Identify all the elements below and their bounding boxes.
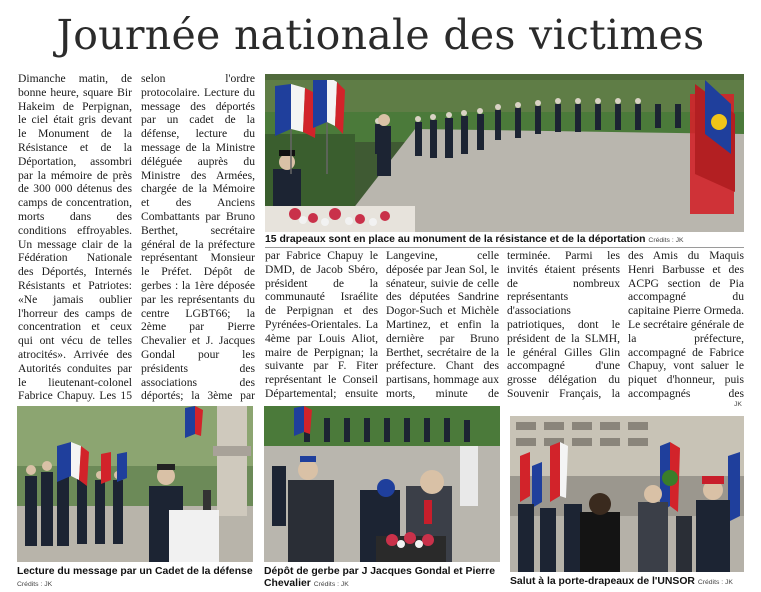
photo-flags-monument (265, 74, 744, 232)
photo-flags-monument-image (265, 74, 744, 232)
photo-cadet-reading-caption (17, 566, 253, 591)
photo-credit: Crédits : JK (17, 581, 53, 588)
article-column-3: par Fabrice Chapuy le DMD, de Jacob Sbéro, président de la communauté Israélite de Perpignan et des Pyrénées-Orientales. La 4ème par Louis Aliot, maire de Perpignan; la suivante par F. Fiter représentant le Conseil Départemental; ensuite (265, 249, 378, 400)
author-signature: JK (734, 401, 742, 408)
caption-divider (265, 247, 744, 248)
photo-salute-flag-bearers (510, 416, 744, 572)
article-column-1: Dimanche matin, de bonne heure, square Bir Hakeim de Perpignan, le ciel était gris devant le Monument de la Résistance et de la Déportation, assombri par la mémoire de près de 300 000 détenus des camps de concentration, morts dans des conditions effroyables. Un message clair de la Fédération Nationale des Déportés, Internés Résistants et Patriotes: «Ne jamais oublier l'horreur des camps de concentration et ceux qui ont vécu de telles atrocités». Arrivée des Autorités conduites par le lieutenant-colonel Fabrice Chapuy. Les 15 (18, 72, 132, 402)
photo-cadet-reading-image (17, 406, 253, 562)
photo-flags-monument-caption (265, 234, 744, 247)
photo-cadet-reading (17, 406, 253, 562)
photo-wreath-laying-image (264, 406, 500, 562)
article-column-4: Langevine, celle déposée par Jean Sol, le sénateur, suivie de celle des députées Sandrine Dogor-Such et Michèle Martinez, et enfin la dernière par Bruno Berthet, secrétaire de la préfecture. Chant des partisans, hommage aux morts, minute de (386, 249, 499, 400)
photo-credit: Crédits : JK (648, 237, 684, 244)
photo-salute-flag-bearers-image (510, 416, 744, 572)
photo-wreath-laying (264, 406, 500, 562)
photo-wreath-laying-caption (264, 566, 500, 591)
caption-text: Dépôt de gerbe par J Jacques Gondal et Pierre Chevalier (264, 566, 495, 589)
caption-text: Salut à la porte-drapeaux de l'UNSOR (510, 576, 695, 587)
caption-text: Lecture du message par un Cadet de la défense (17, 566, 253, 577)
photo-salute-flag-bearers-caption (510, 576, 744, 589)
photo-credit: Crédits : JK (697, 579, 733, 586)
article-column-6: des Amis du Maquis Henri Barbusse et des ACPG section de Pia accompagné du capitaine Pierre Ormeda. Le secrétaire générale de la préfecture, accompagné de Fabrice Chapuy, vont saluer le piquet d'honneur, puis accompagnés des (628, 249, 744, 400)
article-column-5: terminée. Parmi les invités étaient présents de nombreux représentants d'associations patriotiques, dont le président de la SLMH, le général Gilles Glin accompagné d'une grosse délégation du Souvenir Français, la (507, 249, 620, 400)
article-column-2: selon l'ordre protocolaire. Lecture du message des déportés par un cadet de la défense, lecture du message de la Ministre déléguée auprès du Ministre des Armées, chargée de la Mémoire et des Anciens Combattants par Bruno Berthet, secrétaire général de la préfecture représentant Monsieur le Préfet. Dépôt de gerbes : la 1ère déposée par les représentants du centre LGBT66; la 2ème par Pierre Chevalier et J. Jacques Gondal pour les présidents des associations des déportés; la 3ème par (141, 72, 255, 402)
page-title: Journée nationale des victimes (56, 11, 705, 59)
photo-credit: Crédits : JK (313, 581, 349, 588)
caption-text: 15 drapeaux sont en place au monument de la résistance et de la déportation (265, 234, 646, 245)
